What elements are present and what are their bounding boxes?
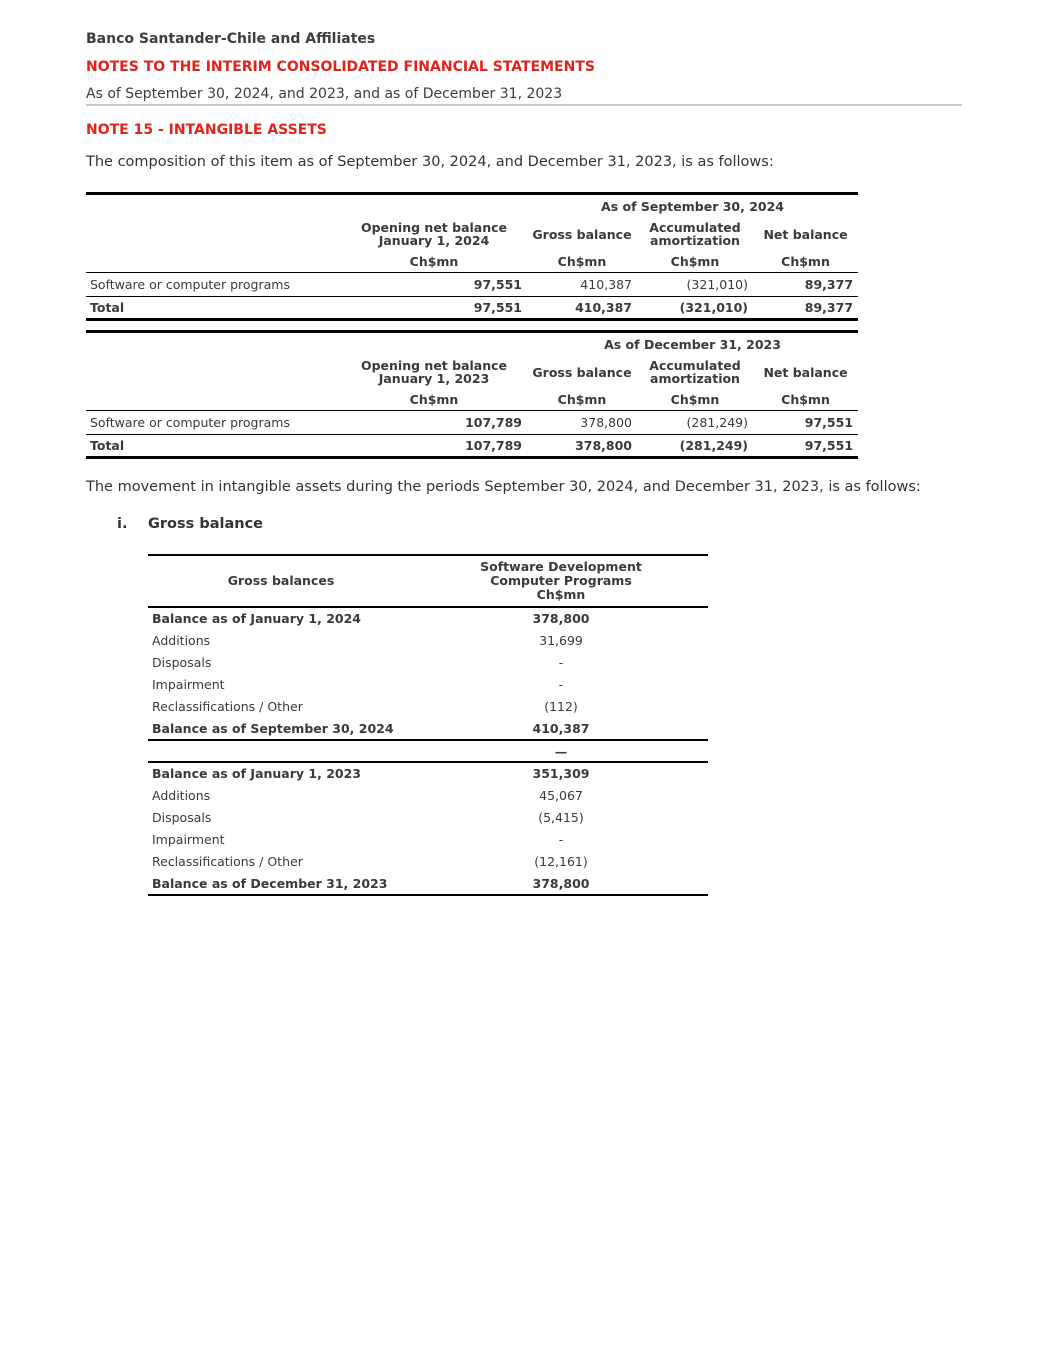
column-header: Opening net balance January 1, 2023 bbox=[360, 358, 508, 386]
cell: (12,161) bbox=[534, 853, 588, 869]
row-label: Impairment bbox=[152, 831, 225, 847]
group-header: As of December 31, 2023 bbox=[604, 336, 781, 352]
row-label: Total bbox=[86, 435, 341, 458]
table-row bbox=[148, 872, 708, 895]
cell: 89,377 bbox=[753, 297, 858, 320]
table-row bbox=[148, 784, 708, 806]
separator-dash: — bbox=[414, 740, 708, 762]
cell: 31,699 bbox=[539, 632, 583, 648]
notes-title: NOTES TO THE INTERIM CONSOLIDATED FINANCIAL STATEMENTS bbox=[86, 59, 595, 75]
row-label: Software or computer programs bbox=[86, 273, 341, 297]
column-header: Opening net balance January 1, 2024 bbox=[360, 220, 508, 248]
table-row bbox=[148, 673, 708, 695]
table-row bbox=[148, 607, 708, 629]
header-line: Computer Programs bbox=[490, 573, 632, 588]
row-label: Balance as of September 30, 2024 bbox=[148, 717, 414, 740]
header-line: Software Development bbox=[480, 559, 642, 574]
company-name: Banco Santander-Chile and Affiliates bbox=[86, 31, 376, 47]
intro-paragraph: The composition of this item as of September 30, 2024, and December 31, 2023, is as follows: bbox=[86, 154, 774, 170]
cell: (281,249) bbox=[637, 411, 753, 435]
total-row bbox=[86, 297, 858, 320]
unit-label: Ch$mn bbox=[557, 254, 607, 269]
table-row bbox=[86, 273, 858, 297]
group-header: As of September 30, 2024 bbox=[601, 198, 784, 214]
row-label: Disposals bbox=[152, 654, 212, 670]
cell: (112) bbox=[544, 698, 578, 714]
table-row bbox=[148, 762, 708, 784]
row-label: Additions bbox=[152, 787, 211, 803]
unit-label: Ch$mn bbox=[670, 392, 720, 407]
column-header bbox=[414, 555, 708, 607]
subsection-number: i. bbox=[117, 516, 128, 532]
column-header: Accumulated amortization bbox=[649, 220, 741, 248]
row-label: Balance as of January 1, 2023 bbox=[152, 766, 361, 781]
table-row bbox=[148, 629, 708, 651]
unit-label: Ch$mn bbox=[781, 254, 830, 269]
cell: - bbox=[558, 654, 564, 670]
cell: - bbox=[558, 831, 564, 847]
subsection-title: Gross balance bbox=[148, 516, 263, 532]
unit-label: Ch$mn bbox=[409, 392, 459, 407]
row-label: Reclassifications / Other bbox=[152, 698, 303, 714]
table-row bbox=[148, 651, 708, 673]
cell: (5,415) bbox=[538, 809, 584, 825]
table-row bbox=[148, 806, 708, 828]
cell: 97,551 bbox=[753, 411, 858, 435]
cell: 107,789 bbox=[341, 411, 527, 435]
table-row bbox=[148, 828, 708, 850]
gross-balance-table bbox=[148, 554, 708, 896]
composition-table-2024 bbox=[86, 192, 858, 321]
cell: 410,387 bbox=[527, 297, 637, 320]
composition-table-2023 bbox=[86, 330, 858, 459]
column-header: Accumulated amortization bbox=[649, 358, 741, 386]
column-header: Gross balance bbox=[532, 364, 632, 380]
cell: 97,551 bbox=[753, 435, 858, 458]
cell: 45,067 bbox=[539, 787, 583, 803]
cell: 378,800 bbox=[532, 611, 590, 626]
row-label: Additions bbox=[152, 632, 211, 648]
row-label: Total bbox=[86, 297, 341, 320]
column-header: Net balance bbox=[763, 364, 848, 380]
cell: 378,800 bbox=[527, 411, 637, 435]
table-row bbox=[148, 695, 708, 717]
row-label: Reclassifications / Other bbox=[152, 853, 303, 869]
row-label: Software or computer programs bbox=[86, 411, 341, 435]
cell: (281,249) bbox=[637, 435, 753, 458]
cell: 97,551 bbox=[341, 273, 527, 297]
table-row bbox=[148, 850, 708, 872]
table-row bbox=[86, 411, 858, 435]
column-header: Gross balances bbox=[148, 555, 414, 607]
cell: (321,010) bbox=[637, 273, 753, 297]
separator-row bbox=[148, 740, 708, 762]
column-header: Gross balance bbox=[532, 226, 632, 242]
cell: 410,387 bbox=[527, 273, 637, 297]
period-subtitle: As of September 30, 2024, and 2023, and as of December 31, 2023 bbox=[86, 86, 563, 102]
cell: 107,789 bbox=[341, 435, 527, 458]
cell: - bbox=[558, 676, 564, 692]
movement-paragraph: The movement in intangible assets during the periods September 30, 2024, and December 31, 2023, is as follows: bbox=[86, 479, 921, 495]
cell: 410,387 bbox=[414, 717, 708, 740]
total-row bbox=[86, 435, 858, 458]
unit-label: Ch$mn bbox=[670, 254, 720, 269]
cell: 351,309 bbox=[532, 766, 590, 781]
note-title: NOTE 15 - INTANGIBLE ASSETS bbox=[86, 122, 327, 138]
row-label: Impairment bbox=[152, 676, 225, 692]
unit-label: Ch$mn bbox=[557, 392, 607, 407]
column-header: Net balance bbox=[763, 226, 848, 242]
header-divider bbox=[86, 104, 962, 106]
unit-label: Ch$mn bbox=[409, 254, 459, 269]
header-line: Ch$mn bbox=[536, 587, 586, 602]
row-label: Disposals bbox=[152, 809, 212, 825]
cell: 97,551 bbox=[341, 297, 527, 320]
cell: 89,377 bbox=[753, 273, 858, 297]
row-label: Balance as of December 31, 2023 bbox=[148, 872, 414, 895]
cell: 378,800 bbox=[414, 872, 708, 895]
cell: 378,800 bbox=[527, 435, 637, 458]
unit-label: Ch$mn bbox=[781, 392, 830, 407]
table-row bbox=[148, 717, 708, 740]
cell: (321,010) bbox=[637, 297, 753, 320]
row-label: Balance as of January 1, 2024 bbox=[152, 611, 361, 626]
